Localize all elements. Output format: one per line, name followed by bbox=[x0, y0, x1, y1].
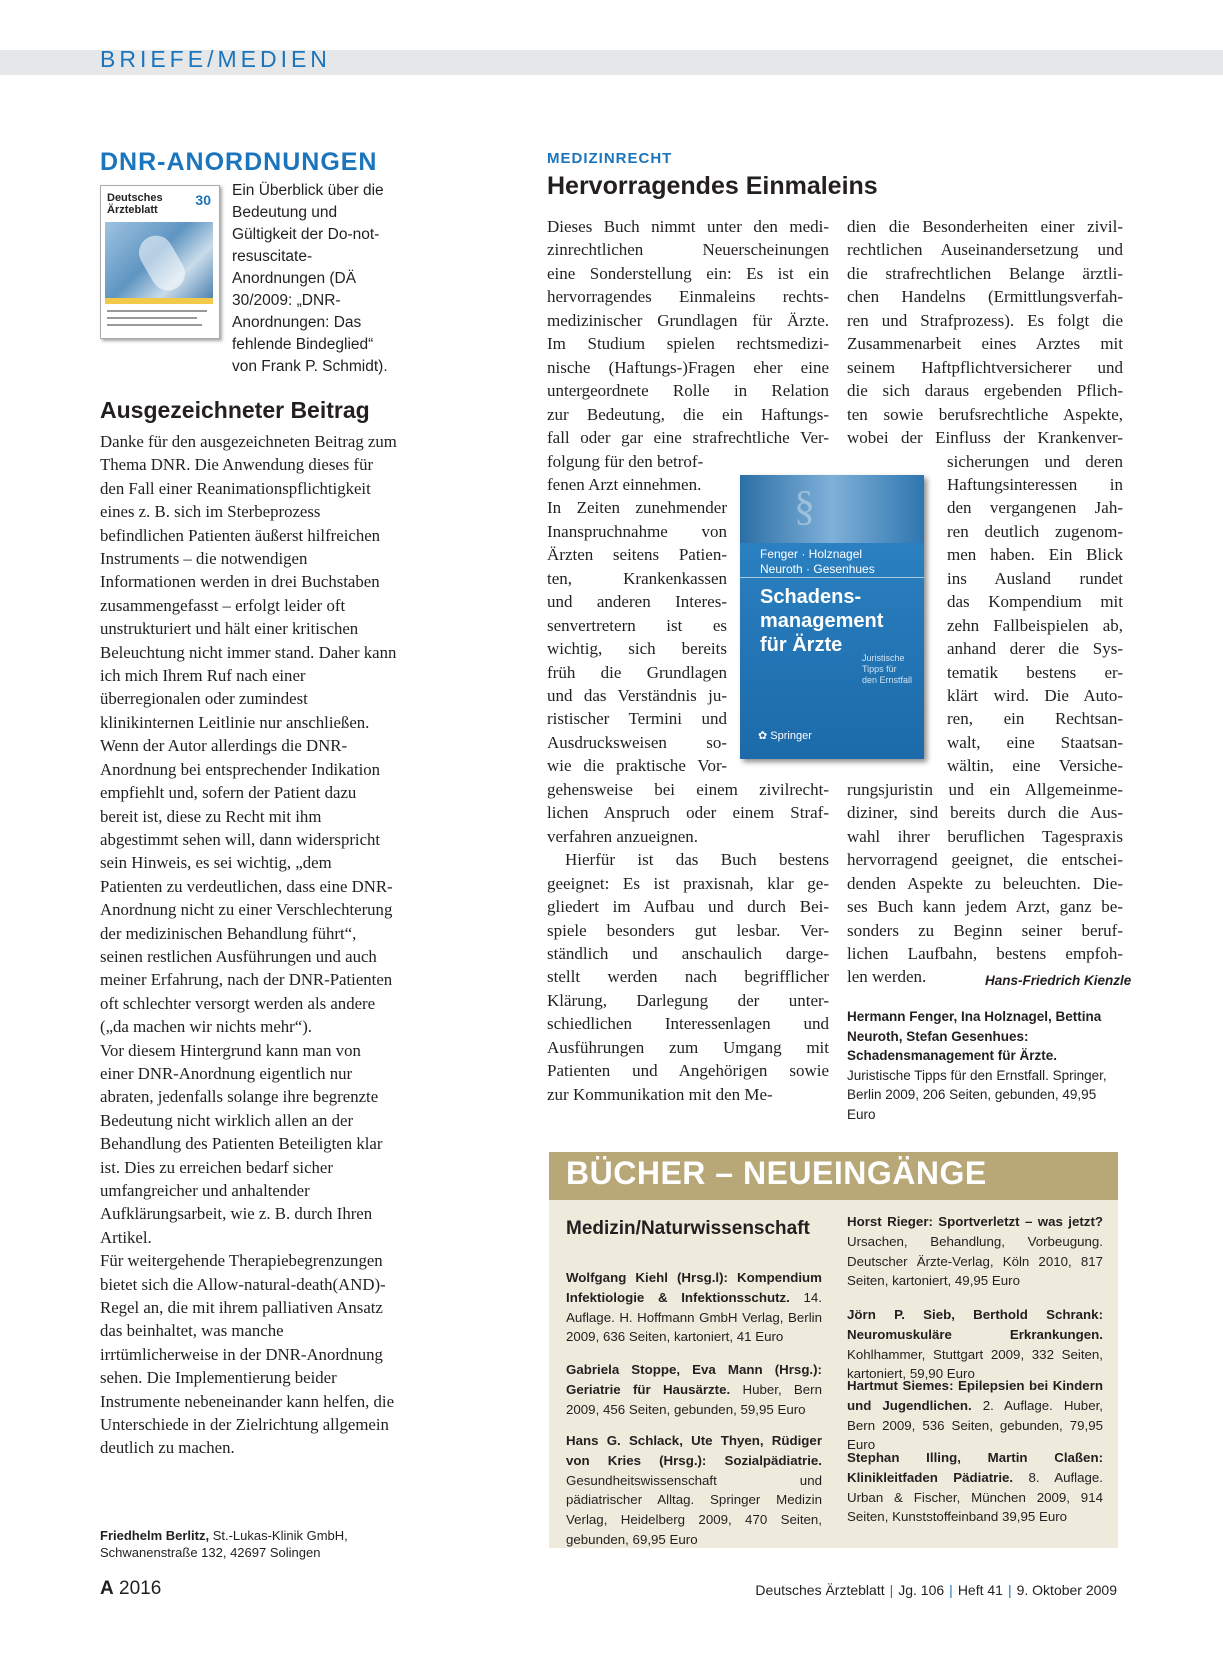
review-text-line: zehn Fallbeispielen ab, bbox=[947, 615, 1123, 635]
new-book-entry: Horst Rieger: Sportverletzt – was jetzt? Ursachen, Behandlung, Vorbeugung. Deutscher Ärzte-Verlag, Köln 2010, 817 Seiten, kartoniert, 49,95 Euro bbox=[847, 1214, 1103, 1289]
journal-cover-thumbnail bbox=[100, 185, 220, 339]
review-text-line: sicherungen und deren bbox=[947, 451, 1123, 471]
review-text-line: tematik bestens er- bbox=[947, 662, 1123, 682]
review-text-line: wobei der Einfluss der Krankenver- bbox=[847, 428, 1123, 448]
review-text-line: das Kompendium mit bbox=[947, 592, 1123, 612]
review-text-line: folgung für den betrof- bbox=[547, 451, 704, 471]
review-text-line: spiele besonders gut lesbar. Ver- bbox=[547, 920, 829, 940]
book-info-details: Juristische Tipps für den Ernstfall. Springer, Berlin 2009, 206 Seiten, gebunden, 49,95 Euro bbox=[847, 1067, 1107, 1122]
review-text-line: chen Handelns (Ermittlungsverfah- bbox=[847, 287, 1123, 307]
new-book-entry: Hartmut Siemes: Epilepsien bei Kindern und Jugendlichen. 2. Auflage. Huber, Bern 2009, 536 Seiten, gebunden, 79,95 Euro bbox=[847, 1378, 1103, 1453]
section-label: BRIEFE/MEDIEN bbox=[100, 46, 331, 72]
review-text-line: und anderen Interes- bbox=[547, 592, 727, 612]
review-text-line: ren deutlich zugenom- bbox=[947, 521, 1123, 541]
review-text-line: ten sowie berufsrechtliche Aspekte, bbox=[847, 404, 1123, 424]
review-text-line: nische (Haftungs-)Fragen eher eine bbox=[547, 357, 829, 377]
review-text-line: Ausführungen zum Umgang mit bbox=[547, 1037, 829, 1057]
review-signature: Hans-Friedrich Kienzle bbox=[985, 973, 1132, 988]
cover-issue-number: 30 bbox=[195, 192, 211, 208]
review-text-line: und das Verständnis ju- bbox=[547, 686, 727, 705]
letter-paragraph: Für weitergehende Therapiebegrenzungen bietet sich die Allow-natural-death(AND)-Regel an, die mit ihrem palliativen Ansatz das beinhaltet, was manche irrtümlicherweise in der DNR-Anordnung sehen. Die Implementierung beider Instrumente nebeneinander kann helfen, die Unterschiede in der Zielrichtung allgemein deutlich zu machen. bbox=[100, 1251, 395, 1458]
review-text-line: die sich daraus ergebenden Pflich- bbox=[847, 381, 1123, 401]
review-text-line: ins Ausland rundet bbox=[947, 568, 1123, 588]
letter-title: Ausgezeichneter Beitrag bbox=[100, 397, 370, 423]
review-text-line: Zusammenarbeit eines Arztes mit bbox=[847, 334, 1123, 354]
review-kicker: MEDIZINRECHT bbox=[547, 150, 673, 167]
letter-signature bbox=[100, 1527, 400, 1561]
review-text-line: ren und Strafprozess). Es folgt die bbox=[847, 310, 1123, 330]
review-text-line: seinem Haftpflichtversicherer und bbox=[847, 357, 1123, 377]
review-text-line: walt, eine Staatsan- bbox=[947, 732, 1123, 752]
new-books-title: BÜCHER – NEUEINGÄNGE bbox=[566, 1155, 987, 1191]
review-text-line: Klärung, Darlegung der unter- bbox=[547, 990, 829, 1010]
review-text-line: Hierfür ist das Buch bestens bbox=[565, 850, 829, 870]
new-book-entry: Jörn P. Sieb, Berthold Schrank: Neuromuskuläre Erkrankungen. Kohlhammer, Stuttgart 2009, 332 Seiten, kartoniert, 59,90 Euro bbox=[847, 1307, 1103, 1382]
new-book-entry: Gabriela Stoppe, Eva Mann (Hrsg.): Geriatrie für Hausärzte. Huber, Bern 2009, 456 Seiten, gebunden, 59,95 Euro bbox=[566, 1362, 822, 1417]
book-cover-image bbox=[740, 475, 924, 759]
review-text-line: lichen Anspruch oder einem Straf- bbox=[547, 803, 829, 823]
review-text-line: denden Aspekte zu beleuchten. Die- bbox=[847, 873, 1123, 893]
review-text-line: den vergangenen Jah- bbox=[947, 498, 1123, 518]
letter-paragraph: Vor diesem Hintergrund kann man von einer DNR-Anordnung eigentlich nur abraten, jedenfalls solange ihre begrenzte Bedeutung nicht wirklich allen an der Behandlung des Patienten Beteiligten klar ist. Dies zu erreichen bedarf sicher umfangreicher und anhaltender Aufklärungsarbeit, wie z. B. durch Ihren Artikel. bbox=[100, 1040, 383, 1247]
review-text-line: ten, Krankenkassen bbox=[547, 568, 727, 588]
publisher-logo: ✿ Springer bbox=[758, 730, 812, 742]
book-cover-subtitle: Juristische Tipps für den Ernstfall bbox=[862, 653, 913, 685]
letter-paragraph: Wenn der Autor allerdings die DNR-Anordnung bei entsprechender Indikation empfiehlt und, sofern der Patient dazu bereit ist, diese zu Recht mit ihm abgestimmt sehen will, dann widerspricht sein Hinweis, es sei wichtig, „dem Patienten zu verdeutlichen, dass eine DNR-Anordnung nicht zu einer Verschlechterung der medizinischen Behandlung führt“, seinen restlichen Ausführungen und auch meiner Erfahrung, nach der DNR-Patienten oft schlechter versorgt werden als andere („da machen wir nichts mehr“). bbox=[100, 736, 393, 1037]
review-text-line: Haftungsinteressen in bbox=[947, 474, 1123, 494]
review-text-line: Ausdrucksweisen so- bbox=[547, 732, 727, 752]
review-text-line: dien die Besonderheiten einer zivil- bbox=[847, 217, 1123, 236]
review-text-line: Patienten und Angehörigen sowie bbox=[547, 1061, 829, 1081]
review-text-line: schiedlichen Interessenlagen und bbox=[547, 1014, 829, 1034]
review-text-line: fenen Arzt einnehmen. bbox=[547, 474, 702, 494]
review-text-line: men haben. Ein Blick bbox=[947, 545, 1123, 565]
footer-citation: Deutsches Ärzteblatt | Jg. 106 | Heft 41 | 9. Oktober 2009 bbox=[755, 1582, 1117, 1598]
review-text-line: anhand derer die Sys- bbox=[947, 639, 1123, 659]
book-cover-title: Schadens- management für Ärzte bbox=[760, 586, 884, 656]
review-text-line: diziner, sind bereits durch die Aus- bbox=[847, 803, 1123, 823]
review-text-line: wältin, eine Versiche- bbox=[947, 756, 1123, 776]
book-info bbox=[847, 1007, 1117, 1125]
review-text-line: gliedert im Aufbau und durch Bei- bbox=[547, 897, 829, 917]
letter-paragraph: Danke für den ausgezeichneten Beitrag zum Thema DNR. Die Anwendung dieses für den Fall einer Reanimationspflichtigkeit eines z. B. sich im Sterbeprozess befindlichen Patienten äußerst hilfreichen Instruments – die notwendigen Informationen werden in drei Buchstaben zusammengefasst – erfolgt leider oft unstrukturiert und hält einer kritischen Beleuchtung nicht immer stand. Daher kann ich mich Ihrem Ruf nach einer überregionalen oder zumindest klinikinternen Leitlinie nur anschließen. bbox=[100, 432, 397, 732]
dnr-heading: DNR-ANORDNUNGEN bbox=[100, 148, 378, 176]
page-number: A 2016 bbox=[100, 1578, 162, 1599]
review-text-line: rungsjuristin und ein Allgemeinme- bbox=[847, 779, 1123, 799]
new-book-entry: Stephan Illing, Martin Claßen: Klinikleitfaden Pädiatrie. 8. Auflage. Urban & Fischer, München 2009, 914 Seiten, Kunststoffeinband 39,95 Euro bbox=[847, 1450, 1103, 1525]
review-text-line: eine Sonderstellung ein: Es ist ein bbox=[547, 263, 829, 283]
review-text-line: sonders zu Beginn seiner beruf- bbox=[847, 920, 1123, 940]
book-cover-authors: Fenger · Holznagel Neuroth · Gesenhues bbox=[760, 547, 875, 576]
review-text-line: lichen Laufbahn, bestens empfoh- bbox=[847, 943, 1123, 963]
review-text-line: ristischer Termini und bbox=[547, 709, 727, 729]
letter-author-name: Friedhelm Berlitz, bbox=[100, 1528, 210, 1543]
review-text-line: klärt wird. Die Auto- bbox=[947, 686, 1123, 705]
review-text-line: zinrechtlichen Neuerscheinungen bbox=[547, 240, 829, 260]
review-text-line: Dieses Buch nimmt unter den medi- bbox=[547, 217, 829, 236]
review-text-line: früh die Grundlagen bbox=[547, 662, 727, 682]
review-text-line: rechtlichen Auseinandersetzung und bbox=[847, 240, 1123, 260]
review-text-line: len werden. bbox=[847, 967, 927, 987]
new-book-entry: Hans G. Schlack, Ute Thyen, Rüdiger von Kries (Hrsg.): Sozialpädiatrie. Gesundheitswissenschaft und pädiatrischer Alltag. Springer Medizin Verlag, Heidelberg 2009, 470 Seiten, gebunden, 69,95 Euro bbox=[566, 1433, 822, 1547]
review-text-line: ren, ein Rechtsan- bbox=[947, 709, 1123, 729]
review-text-line: wichtig, sich bereits bbox=[547, 639, 727, 659]
review-text-line: medizinischer Grundlagen für Ärzte. bbox=[547, 310, 829, 330]
review-text-line: zur Bedeutung, die ein Haftungs- bbox=[547, 404, 829, 424]
review-text-line: senvertretern ist es bbox=[547, 615, 727, 635]
review-text-line: geeignet: Es ist praxisnah, klar ge- bbox=[547, 873, 829, 893]
paragraph-symbol-icon: § bbox=[794, 484, 815, 530]
review-text-line: hervorragend geeignet, die entschei- bbox=[847, 850, 1123, 870]
letter-author-address: Schwanenstraße 132, 42697 Solingen bbox=[100, 1545, 321, 1560]
review-text-line: wie die praktische Vor- bbox=[547, 756, 727, 776]
dnr-reference-text: Ein Überblick über die Bedeutung und Gültigkeit der Do-not-resuscitate-Anordnungen (DÄ 30/2009: „DNR-Anordnungen: Das fehlende Bindeglied“ von Frank P. Schmidt). bbox=[232, 182, 388, 375]
review-text-line: ses Buch kann jedem Arzt, ganz be- bbox=[847, 897, 1123, 917]
letter-author-affiliation: St.-Lukas-Klinik GmbH, bbox=[209, 1528, 348, 1543]
letter-body bbox=[100, 430, 398, 1460]
review-text-line: gehensweise bei einem zivilrecht- bbox=[547, 779, 829, 799]
review-text-line: In Zeiten zunehmender bbox=[547, 498, 727, 518]
review-text-line: stellt werden nach begrifflicher bbox=[547, 967, 829, 987]
review-text-line: Inanspruchnahme von bbox=[547, 521, 727, 541]
review-text-line: Im Studium spielen rechtsmedizi- bbox=[547, 334, 829, 354]
review-text-line: hervorragendes Einmaleins rechts- bbox=[547, 287, 829, 307]
review-text-line: wahl ihrer beruflichen Tagespraxis bbox=[847, 826, 1123, 846]
review-text-line: Ärzten seitens Patien- bbox=[547, 545, 727, 565]
review-text-line: ständlich und anschaulich darge- bbox=[547, 943, 829, 963]
review-text-line: die strafrechtlichen Belange ärztli- bbox=[847, 263, 1123, 283]
review-text-line: untergeordnete Rolle in Relation bbox=[547, 381, 829, 401]
review-title: Hervorragendes Einmaleins bbox=[547, 172, 878, 200]
new-book-entry: Wolfgang Kiehl (Hrsg.l): Kompendium Infektiologie & Infektionsschutz. 14. Auflage. H. Hoffmann GmbH Verlag, Berlin 2009, 636 Seiten, kartoniert, 41 Euro bbox=[566, 1270, 822, 1345]
cover-journal-title: Deutsches Ärzteblatt bbox=[107, 192, 163, 216]
book-info-title: Hermann Fenger, Ina Holznagel, Bettina Neuroth, Stefan Gesenhues: Schadensmanagement für Ärzte. bbox=[847, 1009, 1102, 1064]
cover-image bbox=[105, 222, 213, 300]
review-text-line: zur Kommunikation mit den Me- bbox=[547, 1084, 773, 1104]
review-text-line: fall oder gar eine strafrechtliche Ver- bbox=[547, 428, 829, 448]
review-text-line: verfahren anzueignen. bbox=[547, 826, 699, 846]
new-books-subtitle: Medizin/Naturwissenschaft bbox=[566, 1218, 810, 1239]
